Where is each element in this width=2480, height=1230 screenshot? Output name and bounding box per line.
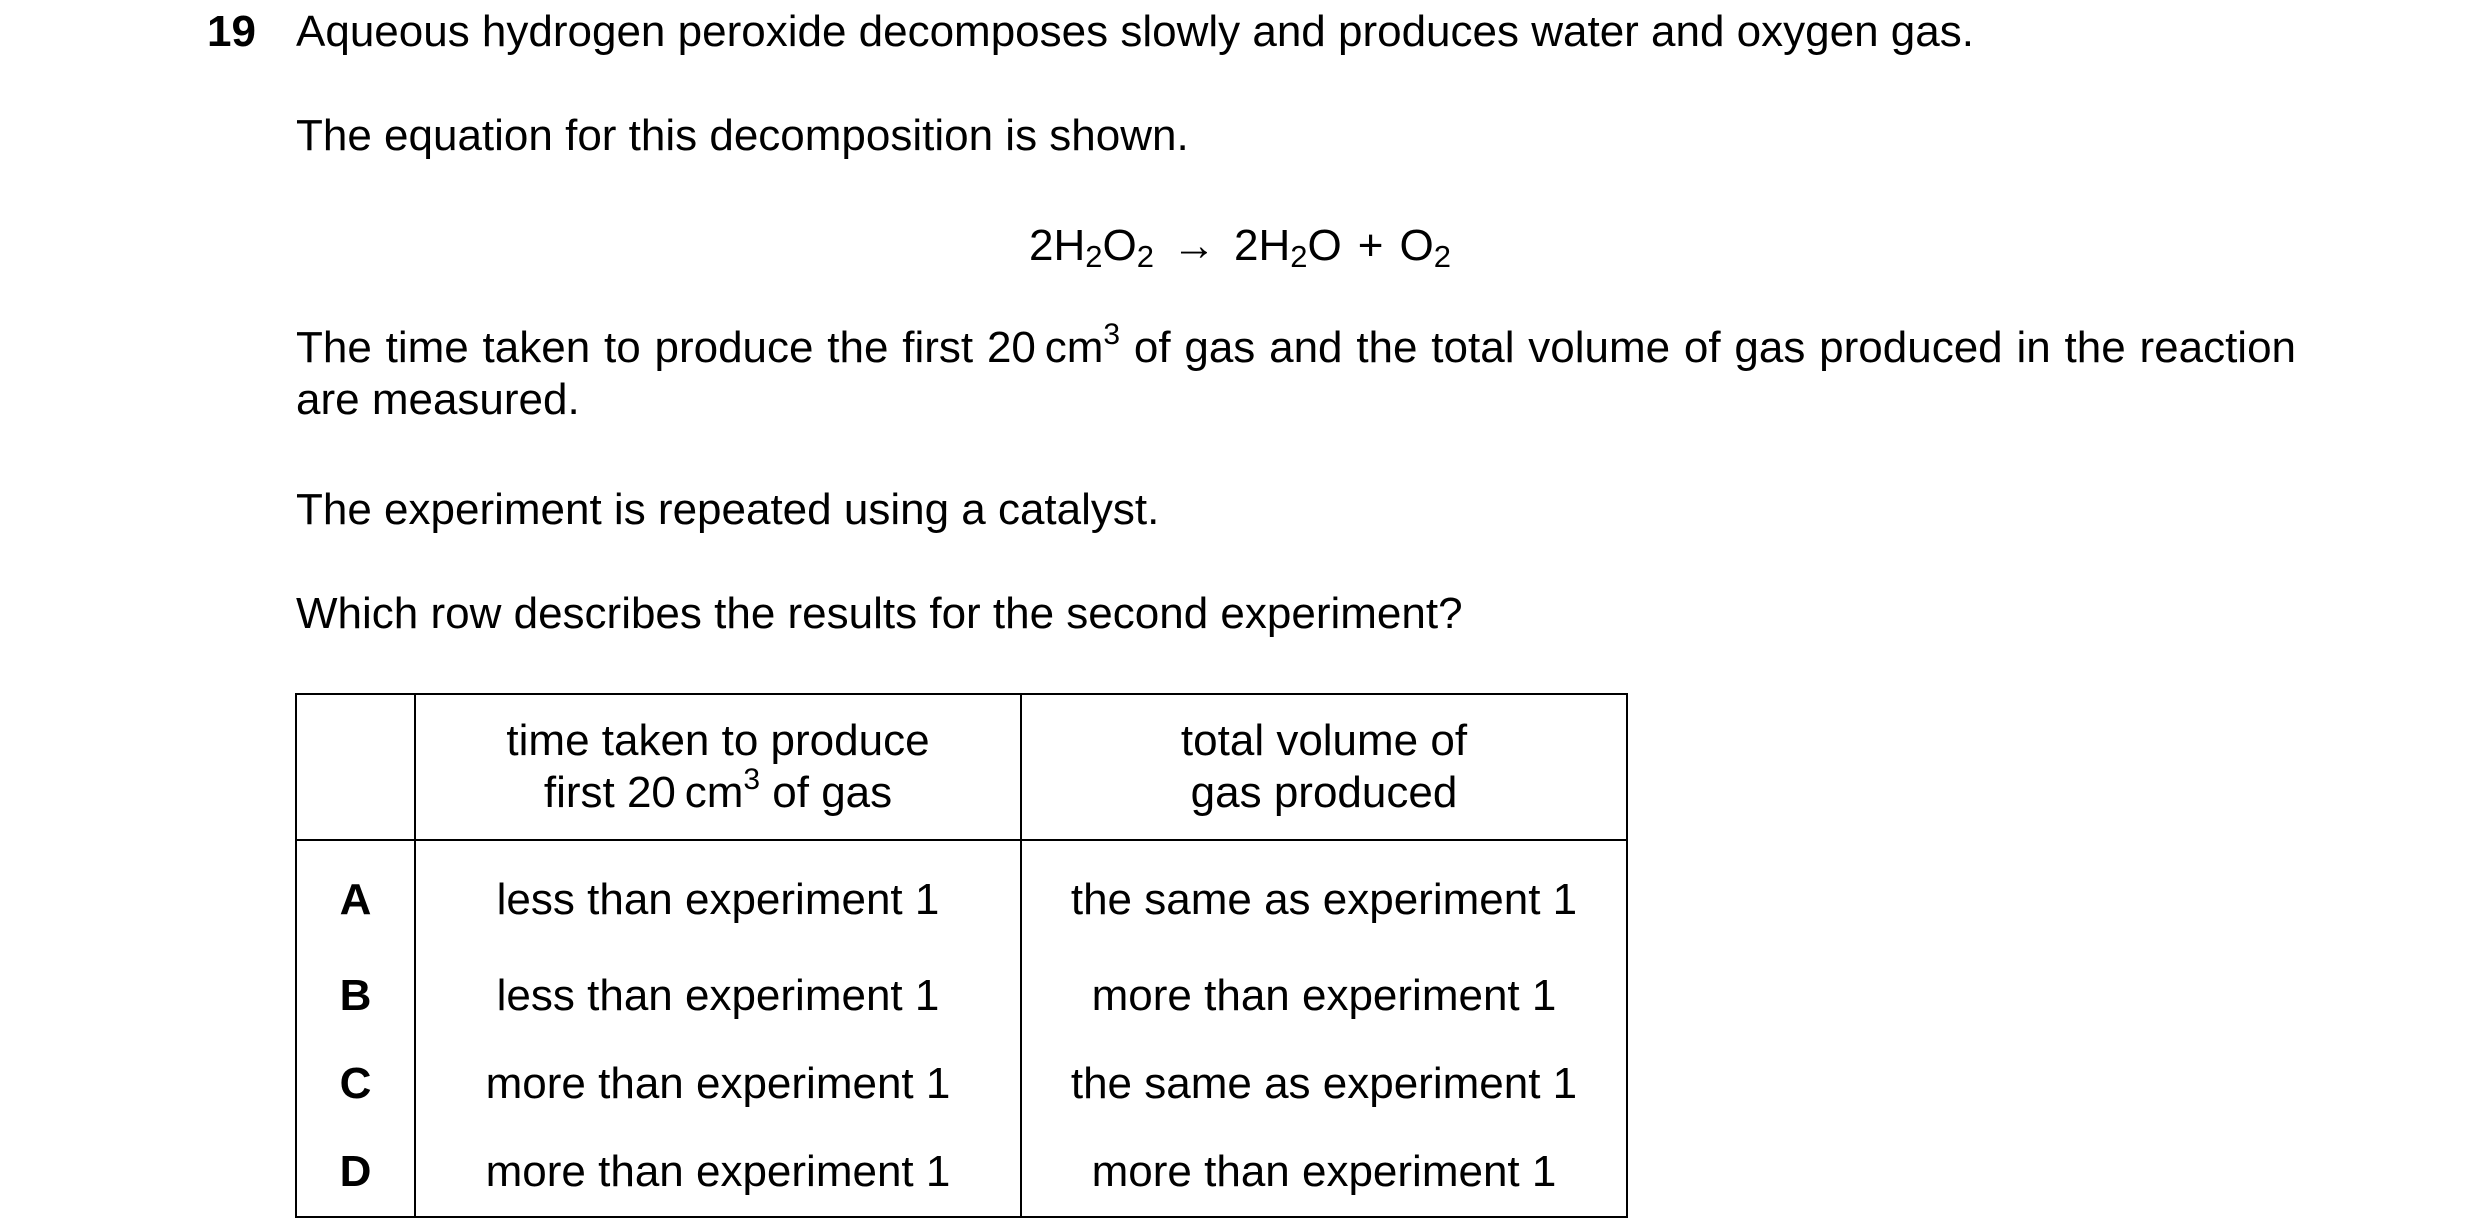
option-time: more than experiment 1 (415, 1128, 1021, 1217)
option-volume: the same as experiment 1 (1021, 1040, 1627, 1128)
option-time: less than experiment 1 (415, 952, 1021, 1040)
measurement-text: The time taken to produce the first 20 $cm^3$ of gas and the total volume of gas produced in the reaction are measured. (296, 318, 2297, 424)
equation-intro: The equation for this decomposition is shown. (296, 111, 1189, 160)
option-volume: the same as experiment 1 (1021, 840, 1627, 952)
option-time: less than experiment 1 (415, 840, 1021, 952)
answer-row-c[interactable] (296, 1040, 1627, 1128)
answer-row-d[interactable] (296, 1128, 1627, 1217)
answer-row-b[interactable] (296, 952, 1627, 1040)
question-number: 19 (207, 7, 256, 56)
option-letter[interactable]: B (296, 952, 415, 1040)
question-intro: Aqueous hydrogen peroxide decomposes slowly and produces water and oxygen gas. (296, 7, 1974, 56)
option-letter[interactable]: A (296, 840, 415, 952)
repeat-text: The experiment is repeated using a catalyst. (296, 485, 1160, 534)
answer-row-a[interactable] (296, 840, 1627, 952)
chemical-equation (0, 216, 2480, 276)
option-letter[interactable]: C (296, 1040, 415, 1128)
option-letter[interactable]: D (296, 1128, 415, 1217)
header-time: time taken to produce first 20 $cm^3$ of gas (415, 694, 1021, 840)
answer-table (295, 693, 1628, 1218)
product-water: $2H_2O$ (1234, 221, 1342, 274)
product-oxygen: $O_2$ (1399, 221, 1451, 274)
header-empty-cell (296, 694, 415, 840)
question-prompt: Which row describes the results for the second experiment? (296, 589, 1463, 638)
option-volume: more than experiment 1 (1021, 1128, 1627, 1217)
reactant: $2H_2O_2$ (1029, 221, 1155, 274)
plus-sign: + (1357, 221, 1384, 270)
option-volume: more than experiment 1 (1021, 952, 1627, 1040)
reaction-arrow: → (1172, 221, 1217, 270)
header-volume: total volume of gas produced (1021, 694, 1627, 840)
table-header-row (296, 694, 1627, 840)
option-time: more than experiment 1 (415, 1040, 1021, 1128)
